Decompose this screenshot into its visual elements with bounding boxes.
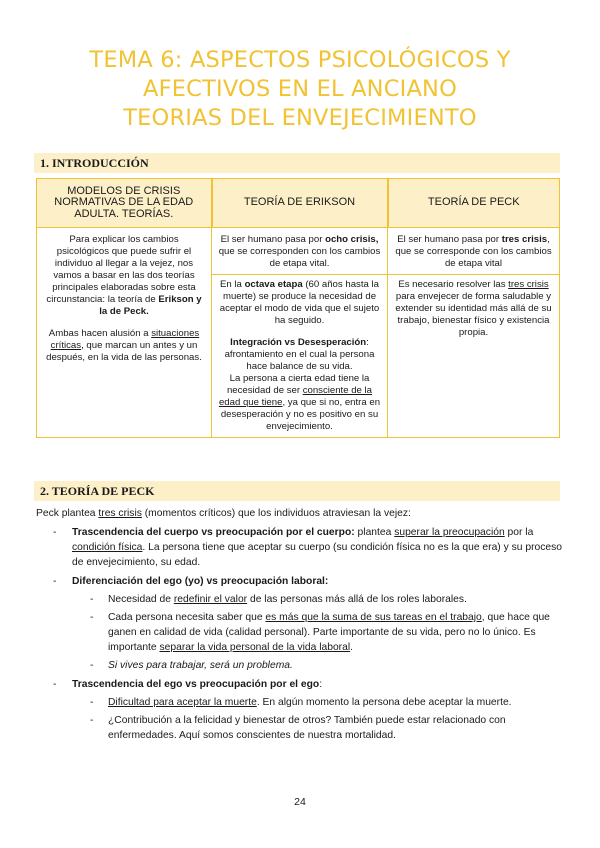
table-cell-erikson-eighth-stage: En la octava etapa (60 años hasta la muerte) se produce la necesidad de aceptar el modo de vida que el sujeto ha seguido. Integración vs Desesperación: afrontamiento en el cual la persona hace balance de su vida. La persona a cierta edad tiene la necesidad de ser consciente de la edad que tiene, ya que si no, entra en desesperación y no es positivo en su envejecimiento. bbox=[212, 275, 388, 438]
list-item: - Si vives para trabajar, será un problema. bbox=[90, 660, 293, 671]
page-title bbox=[30, 46, 570, 133]
table-header-row bbox=[37, 179, 560, 228]
table-header-erikson: TEORÍA DE ERIKSON bbox=[212, 179, 388, 228]
table-row bbox=[37, 228, 560, 275]
title-line-1: TEMA 6: ASPECTOS PSICOLÓGICOS Y bbox=[89, 47, 511, 73]
table-cell-intro bbox=[37, 228, 212, 438]
list-item: - Trascendencia del cuerpo vs preocupación por el cuerpo: plantea superar la preocupación por la condición física. La persona tiene que aceptar su cuerpo (su condición física no es la que era) y su proceso de envejecimiento, su edad. bbox=[53, 527, 562, 568]
list-item: - Dificultad para aceptar la muerte. En algún momento la persona debe aceptar la muerte. bbox=[90, 697, 512, 708]
intro-paragraph: Para explicar los cambios psicológicos que puede sufrir el individuo al llegar a la vejez, nos vamos a basar en las dos teorías principales elaboradas sobre esta circunstancia: la teoría de Erikson y la de Peck. bbox=[46, 234, 202, 317]
peck-theory-body bbox=[36, 506, 562, 743]
list-item: - Cada persona necesita saber que es más que la suma de sus tareas en el trabajo, que hace que ganen en calidad de vida (calidad personal). Parte importante de su vida, pero no lo único. Es importante separar la vida personal de la vida laboral. bbox=[90, 612, 550, 653]
section-heading-teoria-peck: 2. TEORÍA DE PECK bbox=[34, 481, 560, 501]
list-item: - Diferenciación del ego (yo) vs preocupación laboral: - Necesidad de redefinir el valor de las personas más allá de los roles laborales. - Cada persona necesita saber que es más que la suma de sus tareas en el trabajo, que hace que ganen en calidad de vida (calidad personal). Parte importante de su vida, pero no lo único. Es importante separar la vida personal de la vida laboral. - Si vives para trabajar, será un problema. bbox=[36, 574, 562, 673]
peck-crises-list bbox=[36, 525, 562, 743]
table-header-peck: TEORÍA DE PECK bbox=[388, 179, 560, 228]
sub-list bbox=[72, 695, 562, 743]
title-line-2: AFECTIVOS EN EL ANCIANO bbox=[143, 76, 457, 102]
table-cell-peck-crises: El ser humano pasa por tres crisis, que se corresponde con los cambios de etapa vital bbox=[388, 228, 560, 275]
section-heading-introduccion: 1. INTRODUCCIÓN bbox=[34, 153, 560, 173]
list-item: - ¿Contribución a la felicidad y bienestar de otros? También puede estar relacionado con enfermedades. Aquí somos conscientes de nuestra mortalidad. bbox=[90, 715, 506, 741]
list-item: - Necesidad de redefinir el valor de las personas más allá de los roles laborales. bbox=[90, 594, 467, 605]
page-number: 24 bbox=[294, 796, 306, 808]
table-header-models: MODELOS DE CRISIS NORMATIVAS DE LA EDAD ADULTA. TEORÍAS. bbox=[37, 179, 212, 228]
table-cell-erikson-crises: El ser humano pasa por ocho crisis, que se corresponden con los cambios de etapa vital. bbox=[212, 228, 388, 275]
title-line-3: TEORIAS DEL ENVEJECIMIENTO bbox=[123, 105, 477, 131]
sub-list bbox=[72, 592, 562, 673]
peck-intro: Peck plantea tres crisis (momentos críticos) que los individuos atraviesan la vejez: bbox=[36, 508, 411, 519]
table-cell-peck-resolve: Es necesario resolver las tres crisis para envejecer de forma saludable y extender su identidad más allá de su trabajo, bienestar físico y existencia propia. bbox=[388, 275, 560, 438]
list-item: - Trascendencia del ego vs preocupación por el ego: - Dificultad para aceptar la muerte. En algún momento la persona debe aceptar la muerte. - ¿Contribución a la felicidad y bienestar de otros? También puede estar relacionado con enfermedades. Aquí somos conscientes de nuestra mortalidad. bbox=[36, 677, 562, 743]
critical-situations-paragraph: Ambas hacen alusión a situaciones críticas, que marcan un antes y un después, en la vida de las personas. bbox=[46, 328, 202, 363]
theories-table bbox=[36, 178, 560, 438]
